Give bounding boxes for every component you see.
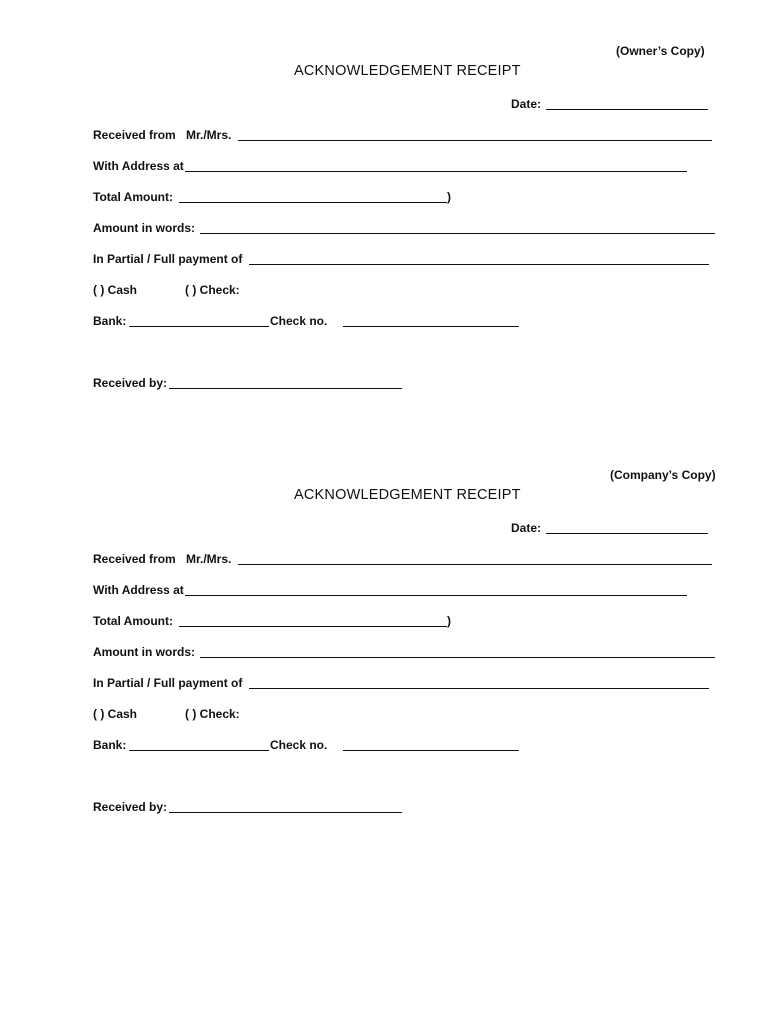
check-no-label: Check no. xyxy=(270,738,328,752)
payment-field[interactable] xyxy=(249,264,709,265)
cash-checkbox[interactable]: ( ) Cash xyxy=(93,283,138,297)
bank-label: Bank: xyxy=(93,738,127,752)
check-checkbox[interactable]: ( ) Check: xyxy=(185,283,240,297)
bank-label: Bank: xyxy=(93,314,127,328)
cash-checkbox[interactable]: ( ) Cash xyxy=(93,707,138,721)
amount-words-label: Amount in words: xyxy=(93,221,195,235)
bank-field[interactable] xyxy=(129,750,269,751)
total-amount-close-paren: ) xyxy=(447,190,451,204)
payment-label: In Partial / Full payment of xyxy=(93,252,243,266)
date-field[interactable] xyxy=(546,533,708,534)
address-field[interactable] xyxy=(185,595,687,596)
check-checkbox[interactable]: ( ) Check: xyxy=(185,707,240,721)
receipt-title: ACKNOWLEDGEMENT RECEIPT xyxy=(294,487,521,503)
copy-label: (Company’s Copy) xyxy=(610,468,716,482)
address-label: With Address at xyxy=(93,583,184,597)
received-by-field[interactable] xyxy=(169,388,402,389)
receipt-owners-copy xyxy=(0,0,768,420)
date-label: Date: xyxy=(511,521,542,535)
total-amount-field[interactable] xyxy=(179,202,447,203)
date-label: Date: xyxy=(511,97,542,111)
amount-words-field[interactable] xyxy=(200,233,715,234)
received-by-field[interactable] xyxy=(169,812,402,813)
bank-field[interactable] xyxy=(129,326,269,327)
date-field[interactable] xyxy=(546,109,708,110)
received-by-label: Received by: xyxy=(93,376,168,390)
received-from-label: Received from xyxy=(93,128,176,142)
receipt-companys-copy xyxy=(0,424,768,844)
received-from-field[interactable] xyxy=(238,140,712,141)
received-from-label: Received from xyxy=(93,552,176,566)
receipt-title: ACKNOWLEDGEMENT RECEIPT xyxy=(294,63,521,79)
address-label: With Address at xyxy=(93,159,184,173)
mr-mrs-label: Mr./Mrs. xyxy=(186,552,232,566)
received-from-field[interactable] xyxy=(238,564,712,565)
address-field[interactable] xyxy=(185,171,687,172)
check-no-field[interactable] xyxy=(343,750,519,751)
payment-label: In Partial / Full payment of xyxy=(93,676,243,690)
total-amount-close-paren: ) xyxy=(447,614,451,628)
total-amount-field[interactable] xyxy=(179,626,447,627)
payment-field[interactable] xyxy=(249,688,709,689)
amount-words-field[interactable] xyxy=(200,657,715,658)
copy-label: (Owner’s Copy) xyxy=(616,44,705,58)
mr-mrs-label: Mr./Mrs. xyxy=(186,128,232,142)
check-no-field[interactable] xyxy=(343,326,519,327)
total-amount-label: Total Amount: xyxy=(93,614,173,628)
check-no-label: Check no. xyxy=(270,314,328,328)
total-amount-label: Total Amount: xyxy=(93,190,173,204)
received-by-label: Received by: xyxy=(93,800,168,814)
amount-words-label: Amount in words: xyxy=(93,645,195,659)
